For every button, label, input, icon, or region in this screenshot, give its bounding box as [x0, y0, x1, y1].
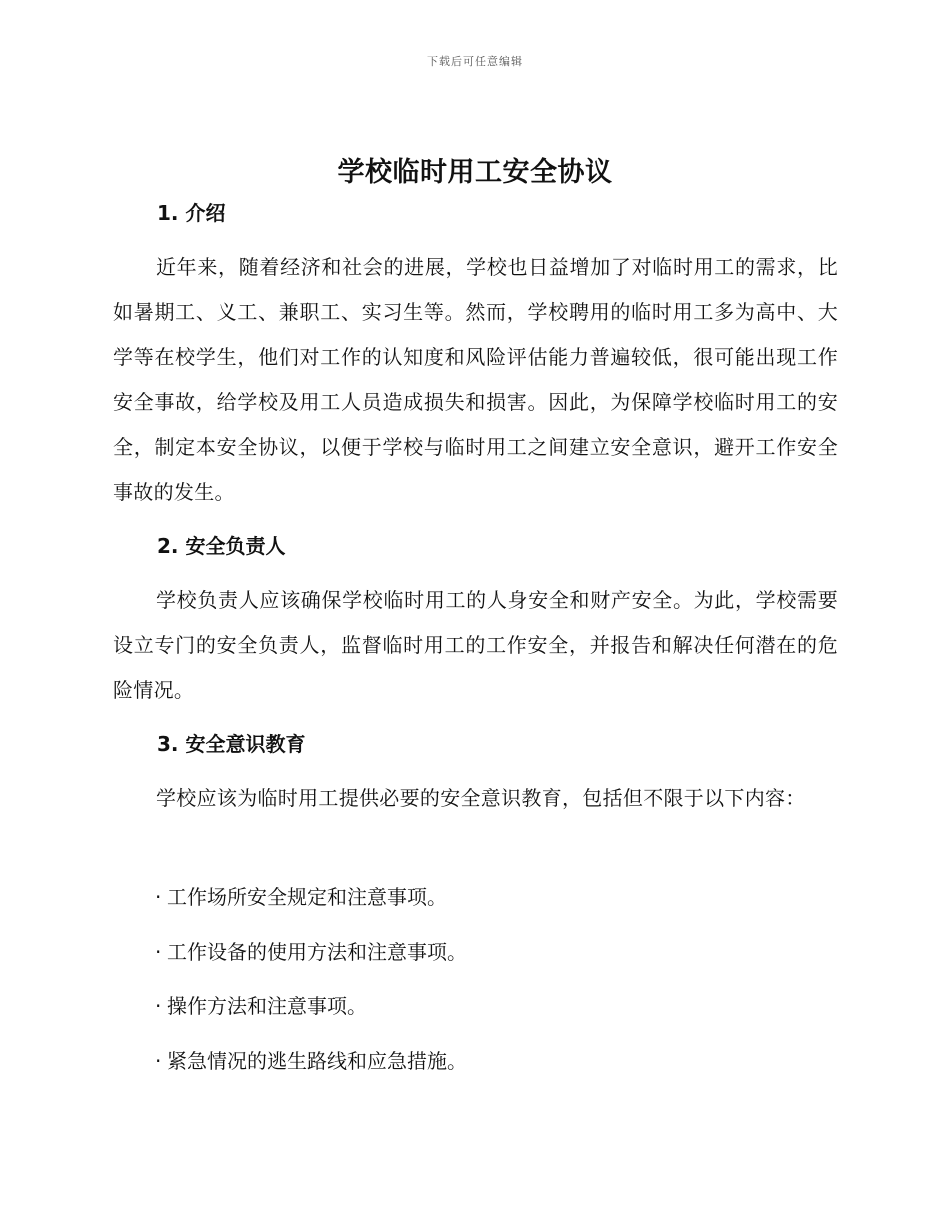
bullet-dot-icon: ·	[155, 1049, 162, 1073]
list-item-text: 操作方法和注意事项。	[167, 994, 367, 1018]
list-item	[155, 992, 367, 1020]
section-paragraph-introduction: 近年来，随着经济和社会的进展，学校也日益增加了对临时用工的需求，比如暑期工、义工、兼职工、实习生等。然而，学校聘用的临时用工多为高中、大学等在校学生，他们对工作的认知度和风险评估能力普遍较低，很可能出现工作安全事故，给学校及用工人员造成损失和损害。因此，为保障学校临时用工的安全，制定本安全协议，以便于学校与临时用工之间建立安全意识，避开工作安全事故的发生。	[113, 255, 838, 504]
list-item-text: 紧急情况的逃生路线和应急措施。	[167, 1049, 467, 1073]
section-heading-safety-education: 3. 安全意识教育	[157, 732, 306, 756]
list-item	[155, 1047, 467, 1075]
list-item-text: 工作场所安全规定和注意事项。	[167, 885, 447, 909]
section-heading-safety-officer: 2. 安全负责人	[157, 534, 286, 558]
list-item-text: 工作设备的使用方法和注意事项。	[167, 940, 467, 964]
section-paragraph-safety-education: 学校应该为临时用工提供必要的安全意识教育，包括但不限于以下内容：	[156, 786, 806, 810]
section-heading-introduction: 1. 介绍	[157, 201, 226, 225]
bullet-dot-icon: ·	[155, 994, 162, 1018]
section-paragraph-safety-officer: 学校负责人应该确保学校临时用工的人身安全和财产安全。为此，学校需要设立专门的安全负责人，监督临时用工的工作安全，并报告和解决任何潜在的危险情况。	[113, 588, 838, 702]
list-item	[155, 883, 447, 911]
list-item	[155, 938, 467, 966]
document-title: 学校临时用工安全协议	[337, 157, 613, 188]
header-note: 下载后可任意编辑	[427, 55, 523, 68]
bullet-dot-icon: ·	[155, 940, 162, 964]
bullet-dot-icon: ·	[155, 885, 162, 909]
